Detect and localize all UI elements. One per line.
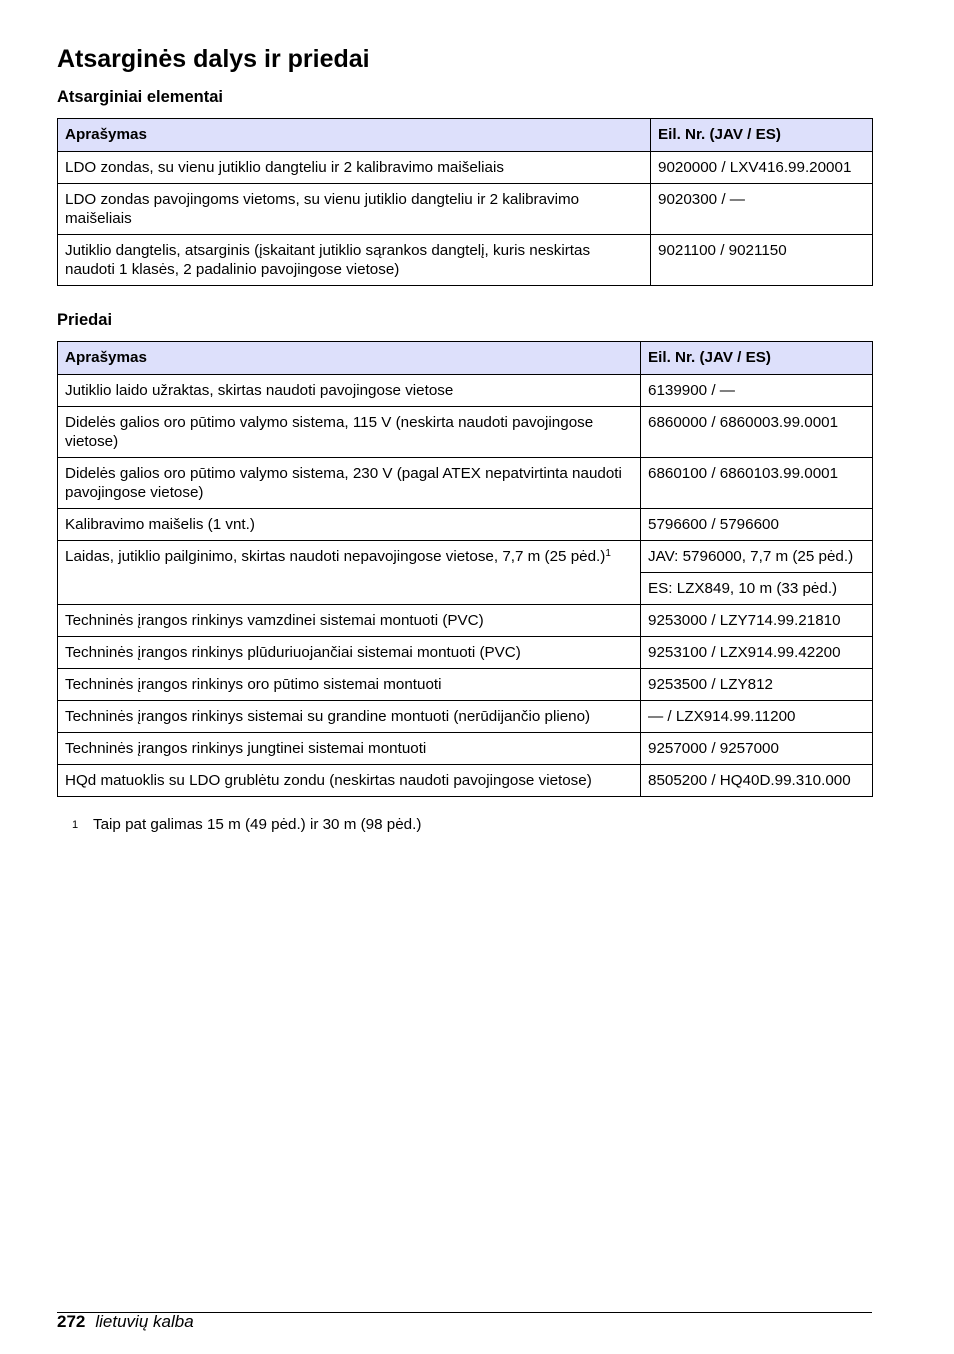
footnote-number: 1 — [72, 819, 79, 831]
page-title: Atsarginės dalys ir priedai — [57, 45, 370, 73]
accessories-table — [57, 341, 873, 797]
part-number-cell: 9020000 / LXV416.99.20001 — [651, 152, 873, 184]
table-row — [58, 152, 873, 184]
footer-language: lietuvių kalba — [95, 1312, 194, 1331]
footnote-text: Taip pat galimas 15 m (49 pėd.) ir 30 m (98 pėd.) — [93, 816, 422, 833]
table-row — [58, 669, 873, 701]
table-row — [58, 407, 873, 458]
description-cell: HQd matuoklis su LDO grublėtu zondu (neskirtas naudoti pavojingose vietose) — [58, 765, 641, 797]
page-footer — [57, 1311, 194, 1333]
description-cell: Didelės galios oro pūtimo valymo sistema, 115 V (neskirta naudoti pavojingose vietose) — [58, 407, 641, 458]
table-row — [58, 605, 873, 637]
part-number-cell: 9253100 / LZX914.99.42200 — [641, 637, 873, 669]
part-number-cell: 9020300 / — — [651, 184, 873, 235]
column-header-description: Aprašymas — [58, 342, 641, 375]
description-cell: Techninės įrangos rinkinys sistemai su grandine montuoti (nerūdijančio plieno) — [58, 701, 641, 733]
table-row — [58, 184, 873, 235]
table-row — [58, 375, 873, 407]
part-number-cell: 9021100 / 9021150 — [651, 235, 873, 286]
part-number-cell: 9253000 / LZY714.99.21810 — [641, 605, 873, 637]
table-row — [58, 541, 873, 573]
part-number-cell: 6139900 / — — [641, 375, 873, 407]
spare-parts-heading: Atsarginiai elementai — [57, 88, 223, 106]
part-number-cell: 5796600 / 5796600 — [641, 509, 873, 541]
table-header-row — [58, 342, 873, 375]
part-number-cell: JAV: 5796000, 7,7 m (25 pėd.) — [641, 541, 873, 573]
column-header-description: Aprašymas — [58, 119, 651, 152]
part-number-cell: 6860100 / 6860103.99.0001 — [641, 458, 873, 509]
description-cell: Didelės galios oro pūtimo valymo sistema, 230 V (pagal ATEX nepatvirtinta naudoti pavojingose vietose) — [58, 458, 641, 509]
spare-parts-table — [57, 118, 873, 286]
description-cell: Techninės įrangos rinkinys plūduriuojančiai sistemai montuoti (PVC) — [58, 637, 641, 669]
part-number-cell: 9253500 / LZY812 — [641, 669, 873, 701]
table-row — [58, 235, 873, 286]
description-cell: LDO zondas pavojingoms vietoms, su vienu jutiklio dangteliu ir 2 kalibravimo maišeliais — [58, 184, 651, 235]
description-cell: Techninės įrangos rinkinys jungtinei sistemai montuoti — [58, 733, 641, 765]
table-row — [58, 765, 873, 797]
description-cell: Techninės įrangos rinkinys oro pūtimo sistemai montuoti — [58, 669, 641, 701]
table-header-row — [58, 119, 873, 152]
description-cell: Techninės įrangos rinkinys vamzdinei sistemai montuoti (PVC) — [58, 605, 641, 637]
part-number-cell: ES: LZX849, 10 m (33 pėd.) — [641, 573, 873, 605]
column-header-part-number: Eil. Nr. (JAV / ES) — [651, 119, 873, 152]
description-cell — [58, 541, 641, 605]
table-row — [58, 458, 873, 509]
part-number-cell: 8505200 / HQ40D.99.310.000 — [641, 765, 873, 797]
table-row — [58, 701, 873, 733]
table-row — [58, 733, 873, 765]
cable-description: Laidas, jutiklio pailginimo, skirtas naudoti nepavojingose vietose, 7,7 m (25 pėd.) — [65, 548, 606, 565]
part-number-cell: 6860000 / 6860003.99.0001 — [641, 407, 873, 458]
description-cell: Jutiklio laido užraktas, skirtas naudoti pavojingose vietose — [58, 375, 641, 407]
description-cell: Kalibravimo maišelis (1 vnt.) — [58, 509, 641, 541]
description-cell: Jutiklio dangtelis, atsarginis (įskaitant jutiklio sąrankos dangtelį, kuris neskirtas naudoti 1 klasės, 2 padalinio pavojingose vietose) — [58, 235, 651, 286]
footnote — [72, 815, 421, 835]
part-number-cell: — / LZX914.99.11200 — [641, 701, 873, 733]
table-row — [58, 637, 873, 669]
accessories-heading: Priedai — [57, 311, 113, 329]
part-number-cell: 9257000 / 9257000 — [641, 733, 873, 765]
table-row — [58, 509, 873, 541]
page-number: 272 — [57, 1312, 86, 1331]
column-header-part-number: Eil. Nr. (JAV / ES) — [641, 342, 873, 375]
footnote-reference: 1 — [605, 548, 611, 559]
description-cell: LDO zondas, su vienu jutiklio dangteliu ir 2 kalibravimo maišeliais — [58, 152, 651, 184]
